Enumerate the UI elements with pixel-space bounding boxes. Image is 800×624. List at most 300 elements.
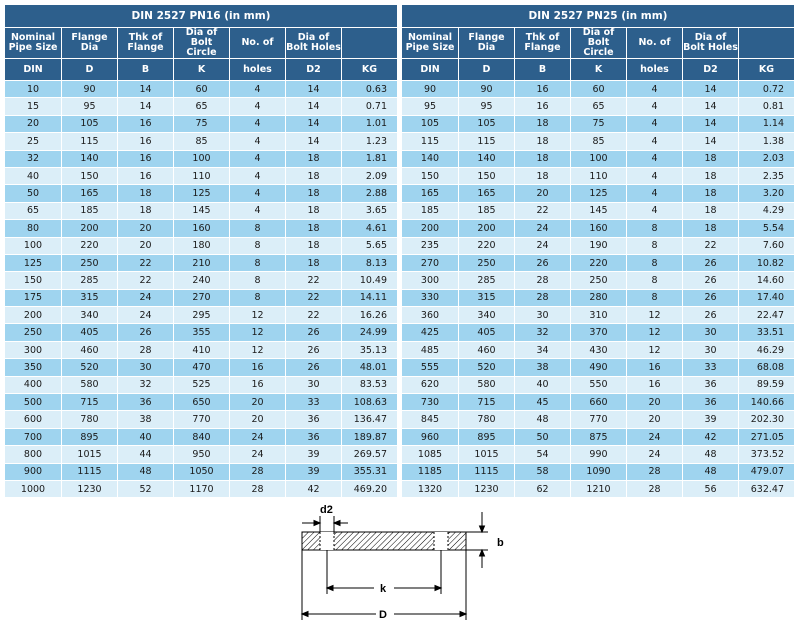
table-cell: 18: [515, 167, 571, 184]
table-cell: 65: [174, 98, 230, 115]
table-cell: 18: [515, 115, 571, 132]
table-cell: 470: [174, 359, 230, 376]
bolt-hole-left: [320, 532, 334, 550]
table-cell: 4.61: [342, 220, 398, 237]
table-row: [5, 446, 398, 463]
table-cell: 26: [683, 289, 739, 306]
table-cell: 39: [286, 446, 342, 463]
column-header: Nominal Pipe Size: [5, 28, 62, 59]
table-cell: 33: [683, 359, 739, 376]
table-cell: 270: [402, 254, 459, 271]
table-cell: 18: [286, 254, 342, 271]
table-cell: 18: [683, 220, 739, 237]
table-cell: 600: [5, 411, 62, 428]
table-cell: 60: [174, 81, 230, 98]
table-cell: 26: [683, 307, 739, 324]
table-cell: 4: [230, 115, 286, 132]
table-cell: 20: [230, 411, 286, 428]
table-cell: 8.13: [342, 254, 398, 271]
table-row: [402, 428, 795, 445]
table-cell: 75: [174, 115, 230, 132]
table-cell: 50: [5, 185, 62, 202]
table-row: [402, 446, 795, 463]
table-cell: 200: [5, 307, 62, 324]
table-cell: 300: [402, 272, 459, 289]
table-cell: 800: [5, 446, 62, 463]
table-cell: 40: [118, 428, 174, 445]
table-cell: 1000: [5, 480, 62, 497]
table-cell: 22: [286, 307, 342, 324]
table-row: [402, 359, 795, 376]
table-cell: 18: [118, 185, 174, 202]
table-cell: 3.65: [342, 202, 398, 219]
table-cell: 4: [627, 98, 683, 115]
table-cell: 48: [118, 463, 174, 480]
table-cell: 5.54: [739, 220, 795, 237]
table-cell: 960: [402, 428, 459, 445]
column-header: Thk of Flange: [515, 28, 571, 59]
table-row: [5, 359, 398, 376]
table-cell: 22.47: [739, 307, 795, 324]
table-row: [5, 307, 398, 324]
table-cell: 8: [627, 272, 683, 289]
table-cell: 315: [459, 289, 515, 306]
table-cell: 105: [62, 115, 118, 132]
table-row: [402, 376, 795, 393]
table-cell: 405: [62, 324, 118, 341]
table-cell: 150: [5, 272, 62, 289]
table-cell: 150: [62, 167, 118, 184]
table-cell: 108.63: [342, 394, 398, 411]
table-cell: 12: [627, 341, 683, 358]
table-cell: 16: [118, 150, 174, 167]
din-2527-pn25-table: [401, 4, 794, 498]
table-cell: 48.01: [342, 359, 398, 376]
table-row: [402, 150, 795, 167]
table-cell: 140: [402, 150, 459, 167]
table-row: [5, 341, 398, 358]
table-cell: 14: [118, 81, 174, 98]
table-cell: 8: [230, 272, 286, 289]
table-cell: 136.47: [342, 411, 398, 428]
column-subheader: holes: [627, 59, 683, 81]
column-header: Dia of Bolt Circle: [174, 28, 230, 59]
table-cell: 4: [230, 81, 286, 98]
table-cell: 165: [62, 185, 118, 202]
table-row: [402, 202, 795, 219]
table-cell: 54: [515, 446, 571, 463]
table-cell: 330: [402, 289, 459, 306]
table-cell: 2.09: [342, 167, 398, 184]
table-cell: 36: [118, 394, 174, 411]
table-cell: 80: [5, 220, 62, 237]
table-cell: 14: [286, 133, 342, 150]
table-cell: 285: [62, 272, 118, 289]
table-cell: 18: [515, 133, 571, 150]
column-header: Flange Dia: [62, 28, 118, 59]
table-row: [402, 98, 795, 115]
table-cell: 24: [118, 307, 174, 324]
table-cell: 40: [515, 376, 571, 393]
table-cell: 105: [459, 115, 515, 132]
table-row: [5, 376, 398, 393]
table-cell: 1230: [62, 480, 118, 497]
table-cell: 20: [627, 394, 683, 411]
column-subheader: DIN: [5, 59, 62, 81]
table-cell: 75: [571, 115, 627, 132]
table-cell: 410: [174, 341, 230, 358]
table-cell: 373.52: [739, 446, 795, 463]
table-cell: 340: [62, 307, 118, 324]
table-cell: 110: [571, 167, 627, 184]
table-row: [5, 220, 398, 237]
table-row: [5, 272, 398, 289]
table-cell: 18: [683, 202, 739, 219]
table-cell: 1.23: [342, 133, 398, 150]
table-cell: 44: [118, 446, 174, 463]
table-cell: 4: [627, 81, 683, 98]
table-row: [5, 394, 398, 411]
table-cell: 33.51: [739, 324, 795, 341]
table-cell: 190: [571, 237, 627, 254]
table-cell: 17.40: [739, 289, 795, 306]
table-cell: 2.35: [739, 167, 795, 184]
table-cell: 8: [230, 289, 286, 306]
table-cell: 0.71: [342, 98, 398, 115]
table-cell: 280: [571, 289, 627, 306]
table-cell: 1.38: [739, 133, 795, 150]
table-cell: 845: [402, 411, 459, 428]
table-cell: 24: [627, 428, 683, 445]
table-cell: 30: [683, 324, 739, 341]
table-cell: 1210: [571, 480, 627, 497]
table-row: [5, 428, 398, 445]
table-cell: 200: [62, 220, 118, 237]
table-row: [5, 463, 398, 480]
table-cell: 8: [627, 237, 683, 254]
table-title: DIN 2527 PN25 (in mm): [402, 5, 795, 28]
table-cell: 220: [459, 237, 515, 254]
table-cell: 14: [286, 115, 342, 132]
table-cell: 89.59: [739, 376, 795, 393]
column-subheader: KG: [739, 59, 795, 81]
table-cell: 30: [515, 307, 571, 324]
table-cell: 16: [515, 98, 571, 115]
table-cell: 115: [402, 133, 459, 150]
table-cell: 2.03: [739, 150, 795, 167]
table-cell: 12: [627, 324, 683, 341]
column-header: Dia of Bolt Circle: [571, 28, 627, 59]
table-cell: 36: [286, 428, 342, 445]
table-cell: 32: [5, 150, 62, 167]
b-dimension: [466, 512, 488, 568]
table-cell: 22: [118, 254, 174, 271]
table-row: [402, 115, 795, 132]
table-cell: 580: [62, 376, 118, 393]
table-row: [402, 324, 795, 341]
table-row: [5, 411, 398, 428]
table-cell: 650: [174, 394, 230, 411]
table-cell: 36: [683, 394, 739, 411]
table-cell: 1015: [459, 446, 515, 463]
table-cell: 38: [515, 359, 571, 376]
table-cell: 300: [5, 341, 62, 358]
table-row: [402, 81, 795, 98]
table-cell: 8: [627, 220, 683, 237]
table-cell: 185: [459, 202, 515, 219]
table-cell: 39: [286, 463, 342, 480]
table-cell: 10.49: [342, 272, 398, 289]
table-cell: 4.29: [739, 202, 795, 219]
column-subheader: K: [174, 59, 230, 81]
table-cell: 125: [5, 254, 62, 271]
table-cell: 405: [459, 324, 515, 341]
table-cell: 14.11: [342, 289, 398, 306]
table-cell: 8: [627, 254, 683, 271]
table-cell: 269.57: [342, 446, 398, 463]
table-row: [402, 167, 795, 184]
table-cell: 1.14: [739, 115, 795, 132]
table-cell: 4: [627, 133, 683, 150]
table-cell: 430: [571, 341, 627, 358]
table-cell: 490: [571, 359, 627, 376]
table-cell: 660: [571, 394, 627, 411]
table-row: [402, 463, 795, 480]
table-cell: 0.72: [739, 81, 795, 98]
column-header: Nominal Pipe Size: [402, 28, 459, 59]
table-cell: 95: [459, 98, 515, 115]
table-cell: 18: [286, 185, 342, 202]
table-cell: 22: [683, 237, 739, 254]
table-cell: 26: [515, 254, 571, 271]
table-cell: 715: [62, 394, 118, 411]
table-row: [5, 202, 398, 219]
table-cell: 210: [174, 254, 230, 271]
table-cell: 24: [515, 237, 571, 254]
table-cell: 780: [62, 411, 118, 428]
table-cell: 340: [459, 307, 515, 324]
table-cell: 520: [62, 359, 118, 376]
table-cell: 95: [402, 98, 459, 115]
table-cell: 469.20: [342, 480, 398, 497]
table-cell: 14: [286, 98, 342, 115]
table-row: [402, 220, 795, 237]
flange-data-table: [4, 4, 398, 498]
table-cell: 110: [174, 167, 230, 184]
table-cell: 48: [683, 446, 739, 463]
table-cell: 22: [286, 272, 342, 289]
table-cell: 100: [5, 237, 62, 254]
table-cell: 525: [174, 376, 230, 393]
table-cell: 28: [515, 289, 571, 306]
table-row: [5, 254, 398, 271]
table-cell: 18: [286, 167, 342, 184]
table-cell: 150: [402, 167, 459, 184]
table-cell: 4: [230, 202, 286, 219]
table-cell: 5.65: [342, 237, 398, 254]
table-row: [5, 81, 398, 98]
table-cell: 12: [230, 341, 286, 358]
d2-dimension: [302, 516, 348, 532]
table-cell: 150: [459, 167, 515, 184]
table-cell: 295: [174, 307, 230, 324]
table-cell: 24: [230, 446, 286, 463]
table-cell: 16: [230, 376, 286, 393]
table-cell: 14: [683, 133, 739, 150]
table-row: [5, 185, 398, 202]
table-cell: 555: [402, 359, 459, 376]
table-cell: 1.01: [342, 115, 398, 132]
table-cell: 48: [515, 411, 571, 428]
d2-label: d2: [320, 504, 333, 516]
table-cell: 36: [286, 411, 342, 428]
bolt-hole-right: [434, 532, 448, 550]
table-cell: 895: [459, 428, 515, 445]
k-label: k: [380, 583, 387, 595]
table-cell: 10.82: [739, 254, 795, 271]
table-cell: 35.13: [342, 341, 398, 358]
column-header: No. of: [627, 28, 683, 59]
table-cell: 770: [571, 411, 627, 428]
table-cell: 24: [118, 289, 174, 306]
table-cell: 990: [571, 446, 627, 463]
table-cell: 32: [515, 324, 571, 341]
table-cell: 160: [174, 220, 230, 237]
table-cell: 1.81: [342, 150, 398, 167]
table-cell: 62: [515, 480, 571, 497]
table-cell: 0.81: [739, 98, 795, 115]
table-cell: 24: [515, 220, 571, 237]
table-cell: 950: [174, 446, 230, 463]
table-cell: 25: [5, 133, 62, 150]
table-cell: 18: [683, 150, 739, 167]
column-subheader: DIN: [402, 59, 459, 81]
table-cell: 180: [174, 237, 230, 254]
table-cell: 28: [230, 480, 286, 497]
table-cell: 250: [459, 254, 515, 271]
table-cell: 85: [174, 133, 230, 150]
table-cell: 460: [62, 341, 118, 358]
table-cell: 12: [230, 324, 286, 341]
table-cell: 34: [515, 341, 571, 358]
table-cell: 1170: [174, 480, 230, 497]
table-row: [5, 98, 398, 115]
column-header: [739, 28, 795, 59]
table-cell: 235: [402, 237, 459, 254]
table-cell: 56: [683, 480, 739, 497]
table-cell: 20: [118, 220, 174, 237]
table-cell: 18: [286, 150, 342, 167]
table-cell: 4: [230, 167, 286, 184]
table-cell: 840: [174, 428, 230, 445]
table-cell: 22: [118, 272, 174, 289]
table-cell: 15: [5, 98, 62, 115]
column-subheader: D: [62, 59, 118, 81]
table-cell: 165: [402, 185, 459, 202]
table-cell: 4: [627, 115, 683, 132]
table-row: [402, 307, 795, 324]
table-cell: 20: [118, 237, 174, 254]
din-2527-pn16-table: [4, 4, 397, 498]
table-cell: 1230: [459, 480, 515, 497]
table-cell: 28: [627, 480, 683, 497]
table-row: [5, 324, 398, 341]
table-cell: 100: [571, 150, 627, 167]
table-cell: 250: [5, 324, 62, 341]
table-cell: 65: [5, 202, 62, 219]
table-cell: 580: [459, 376, 515, 393]
table-cell: 22: [515, 202, 571, 219]
table-cell: 16: [118, 167, 174, 184]
column-subheader: holes: [230, 59, 286, 81]
table-cell: 26: [683, 272, 739, 289]
table-cell: 90: [62, 81, 118, 98]
table-cell: 38: [118, 411, 174, 428]
table-cell: 36: [683, 376, 739, 393]
table-cell: 58: [515, 463, 571, 480]
table-cell: 16: [515, 81, 571, 98]
table-cell: 285: [459, 272, 515, 289]
table-row: [402, 341, 795, 358]
table-cell: 20: [627, 411, 683, 428]
table-cell: 24.99: [342, 324, 398, 341]
table-cell: 479.07: [739, 463, 795, 480]
table-cell: 60: [571, 81, 627, 98]
table-cell: 28: [230, 463, 286, 480]
table-cell: 1115: [62, 463, 118, 480]
table-cell: 140: [459, 150, 515, 167]
table-cell: 125: [571, 185, 627, 202]
table-cell: 18: [683, 167, 739, 184]
table-cell: 16.26: [342, 307, 398, 324]
table-cell: 250: [62, 254, 118, 271]
table-cell: 1085: [402, 446, 459, 463]
table-cell: 20: [515, 185, 571, 202]
table-cell: 175: [5, 289, 62, 306]
table-cell: 4: [627, 202, 683, 219]
table-cell: 26: [118, 324, 174, 341]
table-cell: 185: [402, 202, 459, 219]
table-cell: 100: [174, 150, 230, 167]
table-cell: 632.47: [739, 480, 795, 497]
table-cell: 10: [5, 81, 62, 98]
table-cell: 16: [118, 133, 174, 150]
column-subheader: D: [459, 59, 515, 81]
table-cell: 271.05: [739, 428, 795, 445]
table-cell: 355.31: [342, 463, 398, 480]
column-subheader: KG: [342, 59, 398, 81]
table-cell: 900: [5, 463, 62, 480]
table-cell: 202.30: [739, 411, 795, 428]
table-row: [402, 133, 795, 150]
table-cell: 24: [230, 428, 286, 445]
table-cell: 95: [62, 98, 118, 115]
table-cell: 550: [571, 376, 627, 393]
table-cell: 200: [402, 220, 459, 237]
table-cell: 370: [571, 324, 627, 341]
flange-cross-section-diagram: [282, 496, 518, 624]
table-cell: 16: [627, 376, 683, 393]
table-cell: 250: [571, 272, 627, 289]
table-cell: 83.53: [342, 376, 398, 393]
table-cell: 115: [459, 133, 515, 150]
table-cell: 90: [402, 81, 459, 98]
table-cell: 4: [230, 98, 286, 115]
table-cell: 14: [286, 81, 342, 98]
table-cell: 4: [627, 185, 683, 202]
table-cell: 8: [230, 254, 286, 271]
table-cell: 45: [515, 394, 571, 411]
